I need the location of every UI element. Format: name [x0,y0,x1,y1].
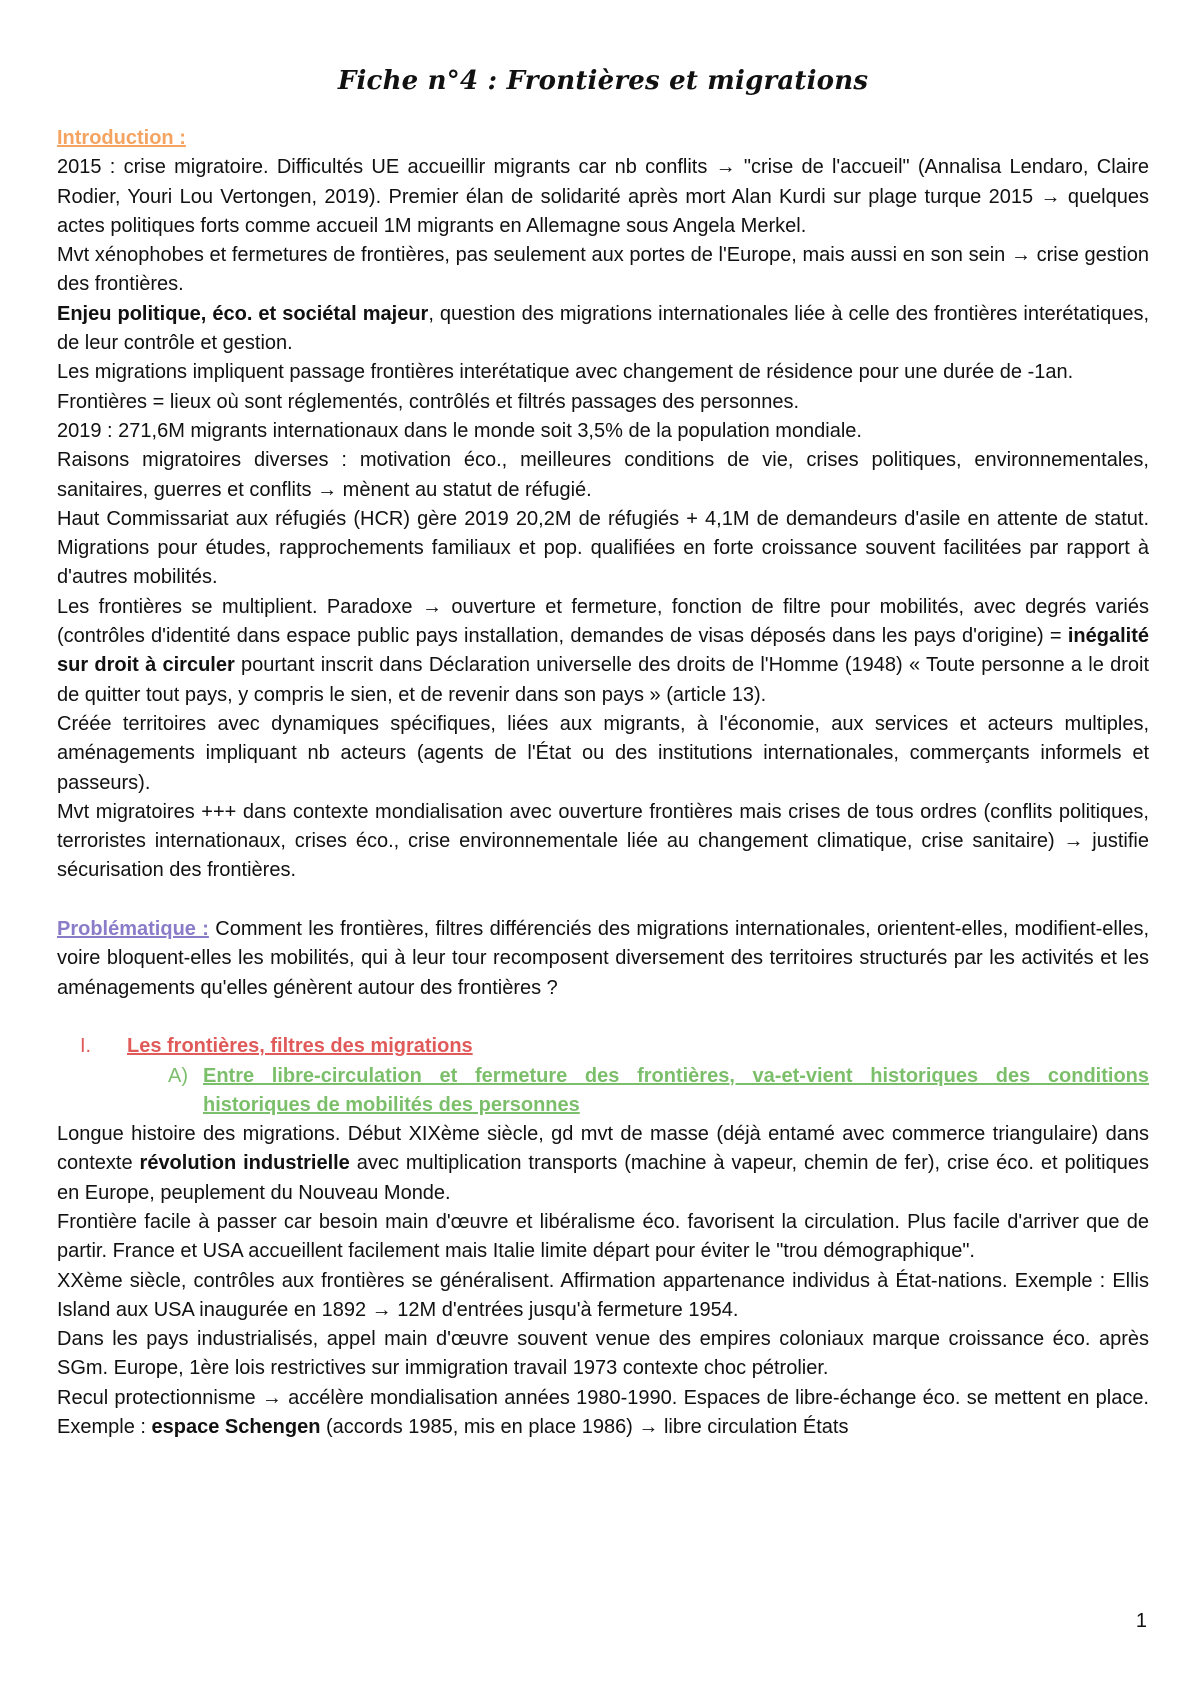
part1-paragraph-3: XXème siècle, contrôles aux frontières se généralisent. Affirmation appartenance individus à État-nations. Exemple : Ellis Island aux USA inaugurée en 1892 → 12M d'entrées jusqu'à fermeture 1954. [57,1269,1149,1321]
part1-bold-revolution: révolution industrielle [139,1152,350,1175]
intro-bold-inegalite: inégalité sur droit à circuler [57,625,1149,677]
part1-bold-schengen: espace Schengen [151,1416,321,1439]
part1-paragraph-5 [57,1384,1149,1443]
intro-paragraph-1: 2015 : crise migratoire. Difficultés UE accueillir migrants car nb conflits → "crise de l'accueil" (Annalisa Lendaro, Claire Rodier, Youri Lou Vertongen, 2019). Premier élan de solidarité après mort Alan Kurdi sur plage turque 2015 → quelques actes politiques forts comme accueil 1M migrants en Allemagne sous Angela Merkel. [57,156,1149,237]
intro-paragraph-5: Frontières = lieux où sont réglementés, contrôlés et filtrés passages des personnes. [57,390,800,413]
part1-paragraph-1-b: avec multiplication transports (machine à vapeur, chemin de fer), crise éco. et politiques en Europe, peuplement du Nouveau Monde. [57,1152,1149,1204]
section-number: I. [80,1035,92,1058]
intro-paragraph-7: Raisons migratoires diverses : motivation éco., meilleures conditions de vie, crises politiques, environnementales, sanitaires, guerres et conflits → mènent au statut de réfugié. [57,449,1149,501]
part1-paragraph-2: Frontière facile à passer car besoin main d'œuvre et libéralisme éco. favorisent la circulation. Plus facile d'arriver que de partir. France et USA accueillent facilement mais Italie limite départ pour éviter le "trou démographique". [57,1210,1149,1263]
part1-paragraph-4: Dans les pays industrialisés, appel main d'œuvre souvent venue des empires coloniaux marque croissance éco. après SGm. Europe, 1ère lois restrictives sur immigration travail 1973 contexte choc pétrolier. [57,1328,1149,1380]
section-heading-1 [57,1032,1149,1061]
document-body [57,124,1149,1442]
intro-paragraph-4: Les migrations impliquent passage frontières interétatique avec changement de résidence pour une durée de -1an. [57,361,1074,384]
subsection-number: A) [168,1064,188,1087]
part1-paragraph-5-b: (accords 1985, mis en place 1986) → libre circulation États [320,1416,849,1439]
intro-paragraph-3 [57,300,1149,359]
part1-paragraph-1-a: Longue histoire des migrations. Début XIXème siècle, gd mvt de masse (déjà entamé avec commerce triangulaire) dans contexte [57,1123,1149,1175]
intro-paragraph-9 [57,593,1149,710]
intro-paragraph-9-a: Les frontières se multiplient. Paradoxe → ouverture et fermeture, fonction de filtre pour mobilités, avec degrés variés (contrôles d'identité dans espace public pays installation, demandes de visas déposés dans les pays d'origine) = [57,595,1149,648]
subsection-title: Entre libre-circulation et fermeture des frontières, va-et-vient historiques des conditions historiques de mobilités des personnes [203,1064,1149,1116]
intro-paragraph-2: Mvt xénophobes et fermetures de frontières, pas seulement aux portes de l'Europe, mais aussi en son sein → crise gestion des frontières. [57,244,1149,296]
intro-bold-enjeu: Enjeu politique, éco. et sociétal majeur [57,302,429,325]
section-title: Les frontières, filtres des migrations [127,1035,473,1058]
intro-paragraph-9-b: pourtant inscrit dans Déclaration universelle des droits de l'Homme (1948) « Toute personne a le droit de quitter tout pays, y compris le sien, et de revenir dans son pays » (article 13). [57,654,1149,706]
part1-paragraph-5-a: Recul protectionnisme → accélère mondialisation années 1980-1990. Espaces de libre-échange éco. se mettent en place. Exemple : [57,1386,1149,1439]
problematique [57,915,1149,1003]
intro-paragraph-10: Créée territoires avec dynamiques spécifiques, liées aux migrants, à l'économie, aux services et acteurs multiples, aménagements impliquant nb acteurs (agents de l'État ou des institutions internationales, commerçants informels et passeurs). [57,712,1149,794]
intro-paragraph-11: Mvt migratoires +++ dans contexte mondialisation avec ouverture frontières mais crises de tous ordres (conflits politiques, terroristes internationaux, crises éco., crise environnementale liée au changement climatique, crise sanitaire) → justifie sécurisation des frontières. [57,800,1149,882]
intro-paragraph-3-rest: , question des migrations internationales liée à celle des frontières interétatiques, de leur contrôle et gestion. [57,302,1150,355]
intro-heading-text: Introduction : [57,127,186,149]
page-title: Fiche n°4 : Frontières et migrations [337,66,869,96]
subsection-heading-a [57,1062,1149,1121]
spacer [57,1003,1149,1032]
intro-paragraph-8: Haut Commissariat aux réfugiés (HCR) gère 2019 20,2M de réfugiés + 4,1M de demandeurs d'asile en attente de statut. Migrations pour études, rapprochements familiaux et pop. qualifiées en forte croissance souvent facilitées par rapport à d'autres mobilités. [57,507,1149,589]
intro-paragraph-6: 2019 : 271,6M migrants internationaux dans le monde soit 3,5% de la population mondiale. [57,419,862,442]
page-number: 1 [1135,1610,1147,1632]
problematique-text: Comment les frontières, filtres différenciés des migrations internationales, orientent-elles, modifient-elles, voire bloquent-elles les mobilités, qui à leur tour recomposent diversement des territoires structurés par les activités et les aménagements qu'elles génèrent autour des frontières ? [57,918,1149,999]
part1-paragraph-1 [57,1120,1149,1208]
problematique-heading: Problématique : [57,918,209,941]
spacer [57,886,1149,915]
intro-heading [57,124,1149,153]
